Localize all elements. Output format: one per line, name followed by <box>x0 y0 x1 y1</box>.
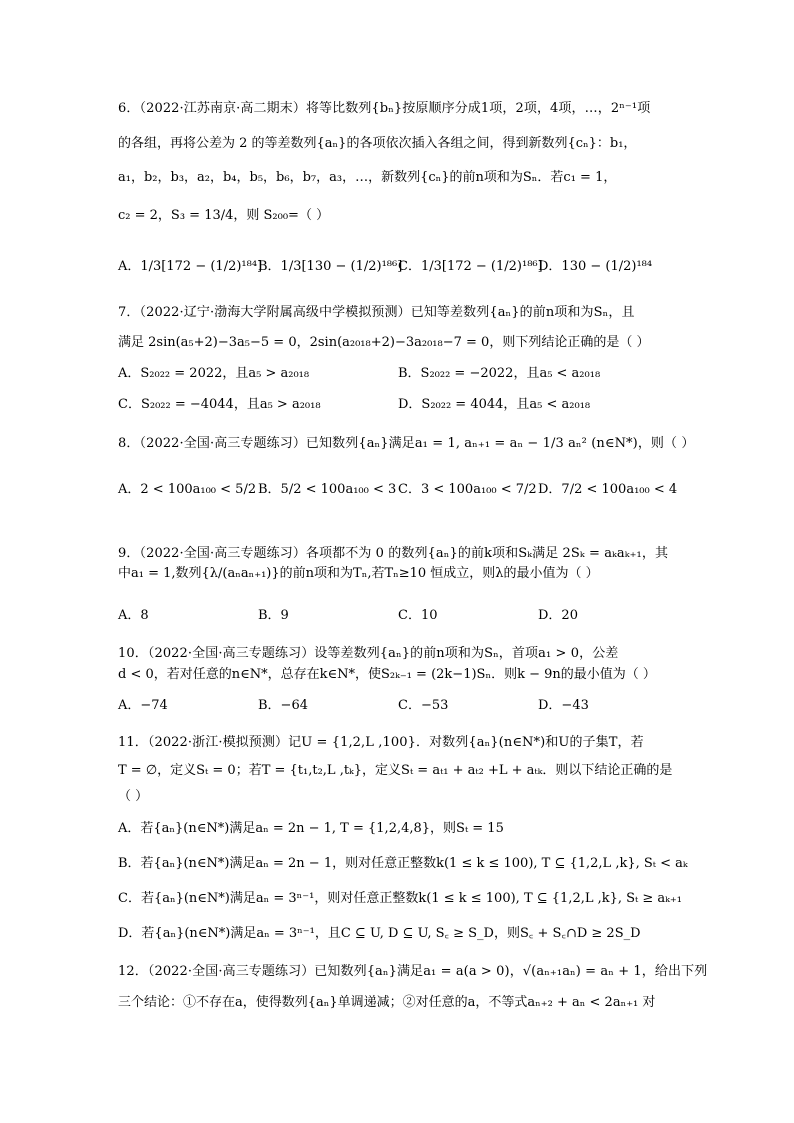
q10-option-a: A．−74 <box>118 698 168 713</box>
q7-option-c: C．S₂₀₂₂ = −4044，且a₅ > a₂₀₁₈ <box>118 397 321 412</box>
q6-line-1: 6．（2022·江苏南京·高二期末）将等比数列{bₙ}按原顺序分成1项，2项，4项，…，2ⁿ⁻¹项 <box>118 101 651 116</box>
q8-option-a: A．2 < 100a₁₀₀ < 5/2 <box>118 482 257 497</box>
q9-option-a: A．8 <box>118 608 149 623</box>
q12-line-1: 12．（2022·全国·高三专题练习）已知数列{aₙ}满足a₁ = a(a > 0)，√(aₙ₊₁aₙ) = aₙ + 1，给出下列 <box>118 964 708 979</box>
q9-line-1: 9．（2022·全国·高三专题练习）各项都不为 0 的数列{aₙ}的前k项和Sₖ满足 2Sₖ = aₖaₖ₊₁，其 <box>118 546 669 561</box>
q11-line-1: 11．（2022·浙江·模拟预测）记U = {1,2,L ,100}．对数列{aₙ}(n∈N*)和U的子集T，若 <box>118 735 644 750</box>
q6-option-b: B．1/3[130 − (1/2)¹⁸⁶] <box>258 259 403 274</box>
q6-option-a: A．1/3[172 − (1/2)¹⁸⁴] <box>118 259 263 274</box>
q10-option-b: B．−64 <box>258 698 308 713</box>
q11-option-a: A．若{aₙ}(n∈N*)满足aₙ = 2n − 1, T = {1,2,4,8}，则Sₜ = 15 <box>118 821 504 836</box>
q11-line-2: T = ∅，定义Sₜ = 0；若T = {t₁,t₂,L ,tₖ}，定义Sₜ = aₜ₁ + aₜ₂ +L + aₜₖ．则以下结论正确的是 <box>118 763 673 778</box>
q11-option-b: B．若{aₙ}(n∈N*)满足aₙ = 2n − 1，则对任意正整数k(1 ≤ k ≤ 100), T ⊆ {1,2,L ,k}, Sₜ < aₖ <box>118 856 688 871</box>
q7-option-b: B．S₂₀₂₂ = −2022，且a₅ < a₂₀₁₈ <box>398 366 601 381</box>
q10-line-1: 10．（2022·全国·高三专题练习）设等差数列{aₙ}的前n项和为Sₙ，首项a₁ > 0，公差 <box>118 646 619 661</box>
q7-line-2: 满足 2sin(a₅+2)−3a₅−5 = 0，2sin(a₂₀₁₈+2)−3a₂₀₁₈−7 = 0，则下列结论正确的是（ ） <box>118 335 650 350</box>
q8-option-d: D．7/2 < 100a₁₀₀ < 4 <box>538 482 678 497</box>
q11-line-3: （ ） <box>118 789 149 804</box>
q7-option-d: D．S₂₀₂₂ = 4044，且a₅ < a₂₀₁₈ <box>398 397 591 412</box>
q6-option-c: C．1/3[172 − (1/2)¹⁸⁶] <box>398 259 543 274</box>
q6-line-4: c₂ = 2，S₃ = 13/4，则 S₂₀₀=（ ） <box>118 208 330 223</box>
q11-option-d: D．若{aₙ}(n∈N*)满足aₙ = 3ⁿ⁻¹，且C ⊆ U, D ⊆ U, S꜀ ≥ S_D，则S꜀ + S꜀∩D ≥ 2S_D <box>118 926 641 941</box>
q10-option-d: D．−43 <box>538 698 589 713</box>
q10-line-2: d < 0，若对任意的n∈N*，总存在k∈N*，使S₂ₖ₋₁ = (2k−1)Sₙ．则k − 9n的最小值为（ ） <box>118 667 656 682</box>
q9-option-b: B．9 <box>258 608 289 623</box>
q7-option-a: A．S₂₀₂₂ = 2022，且a₅ > a₂₀₁₈ <box>118 366 310 381</box>
q6-option-d: D．130 − (1/2)¹⁸⁴ <box>538 259 653 274</box>
q7-line-1: 7．（2022·辽宁·渤海大学附属高级中学模拟预测）已知等差数列{aₙ}的前n项和为Sₙ，且 <box>118 305 635 320</box>
q9-option-d: D．20 <box>538 608 578 623</box>
q9-option-c: C．10 <box>398 608 438 623</box>
q6-line-2: 的各组，再将公差为 2 的等差数列{aₙ}的各项依次插入各组之间，得到新数列{cₙ}：b₁， <box>118 136 637 151</box>
q10-option-c: C．−53 <box>398 698 449 713</box>
q8-line-1: 8．（2022·全国·高三专题练习）已知数列{aₙ}满足a₁ = 1, aₙ₊₁ = aₙ − 1/3 aₙ² (n∈N*)，则（ ） <box>118 436 695 451</box>
q11-option-c: C．若{aₙ}(n∈N*)满足aₙ = 3ⁿ⁻¹，则对任意正整数k(1 ≤ k ≤ 100), T ⊆ {1,2,L ,k}, Sₜ ≥ aₖ₊₁ <box>118 891 682 906</box>
q8-option-b: B．5/2 < 100a₁₀₀ < 3 <box>258 482 397 497</box>
q12-line-2: 三个结论：①不存在a，使得数列{aₙ}单调递减；②对任意的a，不等式aₙ₊₂ + aₙ < 2aₙ₊₁ 对 <box>118 995 656 1010</box>
q6-line-3: a₁，b₂，b₃，a₂，b₄，b₅，b₆，b₇，a₃，…，新数列{cₙ}的前n项和为Sₙ．若c₁ = 1， <box>118 170 617 185</box>
q8-option-c: C．3 < 100a₁₀₀ < 7/2 <box>398 482 537 497</box>
q9-line-2: 中a₁ = 1,数列{λ/(aₙaₙ₊₁)}的前n项和为Tₙ,若Tₙ≥10 恒成立，则λ的最小值为（ ） <box>118 566 599 581</box>
